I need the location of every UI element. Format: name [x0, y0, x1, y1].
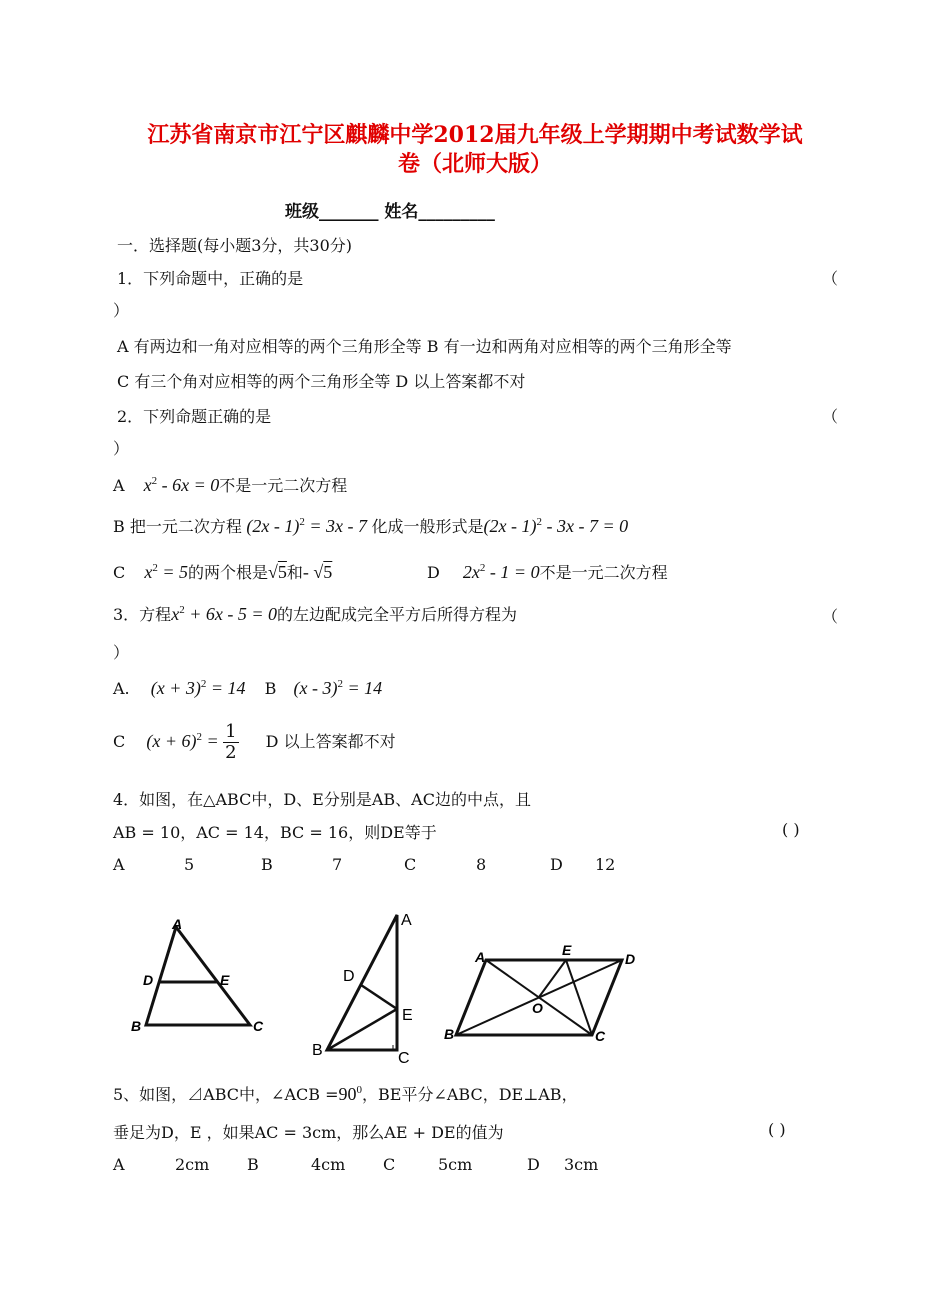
fig1-label-e: E	[220, 972, 230, 988]
q4-option-a-value: 5	[184, 855, 195, 874]
q2-bracket-open: （	[822, 407, 839, 426]
q3-bracket-close: ）	[113, 643, 130, 662]
class-name-line: 班级_______ 姓名_________	[285, 202, 495, 222]
q2-c-root1: √5	[268, 562, 287, 582]
q2-d-text: 不是一元二次方程	[539, 563, 668, 582]
q5-degree-mark: 0	[356, 1084, 362, 1096]
q5-stem	[113, 1082, 578, 1105]
q3-c-label: C	[113, 732, 126, 751]
q2-b-eq1: (2x - 1)$^2$ = 3x - 7	[241, 516, 372, 536]
q2-option-d	[427, 560, 668, 583]
q2-c-label: C	[113, 563, 126, 582]
q4-option-d-value: 12	[595, 855, 616, 874]
q2-d-label: D	[427, 563, 440, 582]
q3-d-text: D 以上答案都不对	[265, 732, 396, 751]
q2-b-label: B 把一元二次方程	[113, 517, 242, 536]
q3-c-equation: $(x + 6)^2$ =	[146, 731, 224, 751]
q5-stem-line2: 垂足为D，E ，如果AC = 3cm，那么AE + DE的值为	[113, 1123, 504, 1142]
q4-option-c-label: C	[404, 855, 417, 874]
fig2-label-e: E	[402, 1007, 413, 1024]
fig1-label-b: B	[131, 1018, 142, 1034]
fig1-label-d: D	[143, 972, 154, 988]
q3-b-equation: (x - 3)$^2$ = 14	[293, 678, 383, 698]
fig3-label-a: A	[475, 949, 486, 965]
q2-c-and: 和	[286, 563, 303, 582]
q3-a-label: A.	[113, 679, 130, 698]
section-heading: 一．选择题(每小题3分，共30分)	[117, 236, 353, 255]
q5-angle-number: 90	[338, 1084, 357, 1104]
q2-b-mid: 化成一般形式是	[371, 517, 484, 536]
fig1-label-a: A	[172, 916, 183, 932]
q2-c-equation: $x^2 = 5$	[144, 562, 188, 582]
q2-b-eq2: (2x - 1)$^2$ - 3x - 7 = 0	[483, 516, 629, 536]
q3-c-denominator: 2	[225, 742, 237, 763]
q3-options-cd	[113, 722, 396, 763]
fig2-label-b: B	[312, 1042, 323, 1059]
q1-bracket-open: （	[822, 269, 839, 288]
q2-a-text: 不是一元二次方程	[219, 476, 348, 495]
q3-stem	[113, 602, 517, 625]
q2-d-equation: $2x^2 - 1 = 0$	[462, 562, 540, 582]
q4-option-c-value: 8	[476, 855, 487, 874]
q2-a-equation: $x^2 - 6x = 0$	[143, 475, 220, 495]
page-title-line2: 卷（北师大版）	[397, 151, 552, 177]
q3-equation: $x^2 + 6x - 5 = 0$	[171, 604, 277, 624]
q3-bracket-open: （	[822, 607, 839, 626]
q5-stem-pre: 5、如图，⊿ABC中，∠ACB =	[113, 1085, 339, 1104]
q5-option-b-label: B	[247, 1155, 259, 1174]
q1-bracket-close: ）	[113, 301, 130, 320]
q3-c-numerator: 1	[225, 721, 237, 742]
q3-options-ab	[113, 678, 382, 699]
q5-option-a-value: 2cm	[175, 1155, 210, 1174]
q4-option-b-label: B	[261, 855, 273, 874]
q5-option-c-value: 5cm	[438, 1155, 473, 1174]
q5-option-c-label: C	[383, 1155, 396, 1174]
fig3-label-d: D	[625, 951, 636, 967]
q3-stem-post: 的左边配成完全平方后所得方程为	[276, 605, 517, 624]
q4-stem-line2: AB = 10，AC = 14，BC = 16，则DE等于	[113, 823, 437, 842]
q2-option-c	[113, 560, 332, 583]
q4-option-b-value: 7	[332, 855, 343, 874]
fig2-label-d: D	[343, 968, 355, 985]
q5-option-a-label: A	[113, 1155, 125, 1174]
figure-right-triangle-bisector	[305, 905, 430, 1065]
q1-stem: 1．下列命题中，正确的是	[117, 269, 304, 288]
q5-option-d-label: D	[527, 1155, 540, 1174]
fig3-label-c: C	[595, 1028, 606, 1044]
q5-answer-paren: ( )	[768, 1120, 786, 1139]
q2-stem: 2．下列命题正确的是	[117, 407, 272, 426]
fig3-label-e: E	[562, 942, 572, 958]
q5-angle-value	[339, 1084, 363, 1104]
q5-option-d-value: 3cm	[564, 1155, 599, 1174]
fig3-label-b: B	[444, 1026, 455, 1042]
q5-stem-post: ，BE平分∠ABC，DE⊥AB，	[362, 1085, 578, 1104]
q2-bracket-close: ）	[113, 439, 130, 458]
q4-answer-paren: ( )	[782, 820, 800, 839]
figure-triangle-midline	[125, 915, 275, 1040]
q2-a-label: A	[113, 476, 125, 495]
q4-stem: 4．如图，在△ABC中，D、E分别是AB、AC边的中点，且	[113, 790, 531, 809]
page-title-line1: 江苏省南京市江宁区麒麟中学2012届九年级上学期期中考试数学试	[147, 122, 803, 148]
fig1-label-c: C	[253, 1018, 264, 1034]
q4-option-a-label: A	[113, 855, 125, 874]
q2-option-a	[113, 473, 347, 496]
q3-c-fraction	[223, 722, 238, 763]
q2-c-mid: 的两个根是	[188, 563, 269, 582]
q5-option-b-value: 4cm	[311, 1155, 346, 1174]
q3-a-equation: $(x + 3)^2 = 14$	[150, 678, 246, 698]
q1-options-cd: C 有三个角对应相等的两个三角形全等 D 以上答案都不对	[117, 372, 526, 391]
q3-stem-pre: 3．方程	[113, 605, 172, 624]
q4-option-d-label: D	[550, 855, 563, 874]
figure-parallelogram	[440, 940, 650, 1050]
q3-b-label: B	[264, 679, 277, 698]
q1-options-ab: A 有两边和一角对应相等的两个三角形全等 B 有一边和两角对应相等的两个三角形全等	[117, 337, 732, 356]
fig2-label-c: C	[398, 1050, 410, 1065]
q2-option-b	[113, 514, 628, 537]
fig3-label-o: O	[532, 1000, 543, 1016]
q2-c-root2: - √5	[302, 562, 333, 582]
fig2-label-a: A	[401, 912, 412, 929]
